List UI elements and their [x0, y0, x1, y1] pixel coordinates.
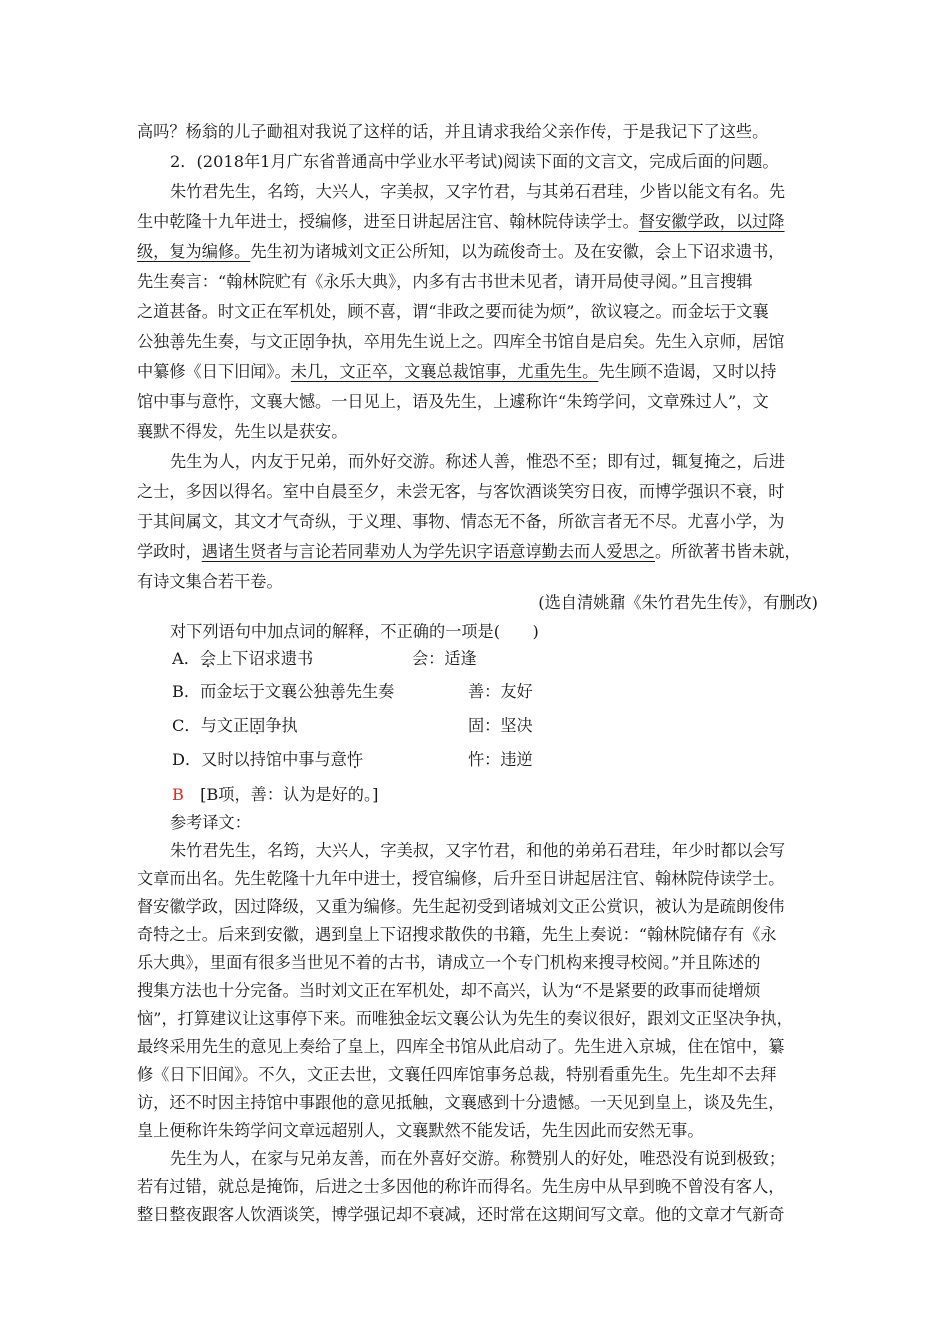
option-c-interpretation: 固：坚决 — [468, 716, 533, 735]
answer-letter: B — [172, 785, 184, 804]
text-line: 整日整夜跟客人饮酒谈笑，博学强记却不衰减，还时常在这期间写文章。他的文章才气新奇 — [137, 1205, 785, 1224]
text-line: 于其间属文，其文才气奇纵，于义理、事物、情态无不备，所欲言者无不尽。尤喜小学，为 — [137, 512, 785, 531]
text-line: 学政时，遇诸生贤者与言论若同辈劝人为学先识字语意谆勤去而人爱思之。所欲著书皆未就， — [137, 542, 801, 561]
option-a: A．会上下诏求遗书 — [172, 649, 314, 668]
text-line: 襄默不得发，先生以是获安。 — [137, 422, 348, 441]
text-line: 朱竹君先生，名筠，大兴人，字美叔，又字竹君，与其弟石君珪，少皆以能文有名。先 — [170, 182, 786, 201]
text-line: 若有过错，就总是掩饰，后进之士多因他的称许而得名。先生房中从早到晚不曾没有客人， — [137, 1177, 785, 1196]
text-line: 恼”，打算建议让这事停下来。而唯独金坛文襄公认为先生的奏议很好，跟刘文正坚决争执， — [137, 1009, 793, 1028]
text-line: 生中乾隆十九年进士，授编修，进至日讲起居注官、翰林院侍读学士。督安徽学政，以过降 — [137, 212, 785, 231]
text-line: 修《日下旧闻》。不久，文正去世，文襄任四库馆事务总裁，特别看重先生。先生却不去拜 — [137, 1065, 777, 1084]
source-citation: (选自清姚鼐《朱竹君先生传》，有删改) — [538, 593, 818, 612]
text-line: 文章而出名。先生乾隆十九年中进士，授官编修，后升至日讲起居注官、翰林院侍读学士。 — [137, 869, 785, 888]
option-a-interpretation: 会：适逢 — [412, 649, 477, 668]
text-line: 中纂修《日下旧闻》。未几，文正卒，文襄总裁馆事，尤重先生。先生顾不造谒，又时以持 — [137, 362, 777, 381]
text-line: 乐大典》，里面有很多当世见不着的古书，请成立一个专门机构来搜寻校阅。”并且陈述的 — [137, 953, 761, 972]
text-line: 高吗？杨翁的儿子勔祖对我说了这样的话，并且请求我给父亲作传，于是我记下了这些。 — [137, 122, 769, 141]
text-line: 最终采用先生的意见上奏给了皇上，四库全书馆从此启动了。先生进入京城，住在馆中，纂 — [137, 1037, 785, 1056]
text-line: 馆中事与意忤，文襄大憾。一日见上，语及先生，上遽称许“朱筠学问，文章殊过人”，文 — [137, 392, 769, 411]
text-line: 先生为人，内友于兄弟，而外好交游。称述人善，惟恐不至；即有过，辄复掩之，后进 — [170, 452, 786, 471]
option-b-interpretation: 善：友好 — [468, 682, 533, 701]
option-b: B．而金坛于文襄公独善先生奏 — [172, 682, 395, 701]
text-line: 公独善先生奏，与文正固争执，卒用先生说上之。四库全书馆自是启矣。先生入京师，居馆 — [137, 332, 785, 351]
text-line: 朱竹君先生，名筠，大兴人，字美叔，又字竹君，和他的弟弟石君珪，年少时都以会写 — [170, 841, 786, 860]
question-stem: 对下列语句中加点词的解释，不正确的一项是( ) — [170, 622, 539, 641]
translation-heading: 参考译文： — [170, 813, 251, 832]
text-line: 之士，多因以得名。室中自晨至夕，未尝无客，与客饮酒谈笑穷日夜，而博学强识不衰，时 — [137, 482, 785, 501]
option-d-interpretation: 忤：违逆 — [468, 750, 533, 769]
text-line: 皇上便称许朱筠学问文章远超别人，文襄默然不能发话，先生因此而安然无事。 — [137, 1121, 704, 1140]
option-c: C．与文正固争执 — [172, 716, 298, 735]
question-heading: 2．(2018年1月广东省普通高中学业水平考试)阅读下面的文言文，完成后面的问题。 — [170, 152, 779, 171]
answer-line: B [B项，善：认为是好的。] — [172, 785, 379, 804]
text-line: 之道甚备。时文正在军机处，顾不喜，谓“非政之要而徒为烦”，欲议寝之。而金坛于文襄 — [137, 302, 769, 321]
text-line: 搜集方法也十分完备。当时刘文正在军机处，却不高兴，认为“不是紧要的政事而徒增烦 — [137, 981, 761, 1000]
text-line: 访，还不时因主持馆中事跟他的意见抵触，文襄感到十分遗憾。一天见到皇上，谈及先生， — [137, 1093, 785, 1112]
text-line: 督安徽学政，因过降级，又重为编修。先生起初受到诸城刘文正公赏识，被认为是疏朗俊伟 — [137, 897, 785, 916]
text-line: 先生为人，在家与兄弟友善，而在外喜好交游。称赞别人的好处，唯恐没有说到极致； — [170, 1149, 786, 1168]
text-line: 奇特之士。后来到安徽，遇到皇上下诏搜求散佚的书籍，先生上奏说：“翰林院储存有《永 — [137, 925, 777, 944]
option-d: D．又时以持馆中事与意忤 — [172, 750, 364, 769]
text-line: 有诗文集合若干卷。 — [137, 572, 283, 591]
text-line: 先生奏言：“翰林院贮有《永乐大典》，内多有古书世未见者，请开局使寻阅。”且言搜辑 — [137, 272, 753, 291]
text-line: 级，复为编修。先生初为诸城刘文正公所知，以为疏俊奇士。及在安徽，会上下诏求遗书， — [137, 242, 785, 261]
